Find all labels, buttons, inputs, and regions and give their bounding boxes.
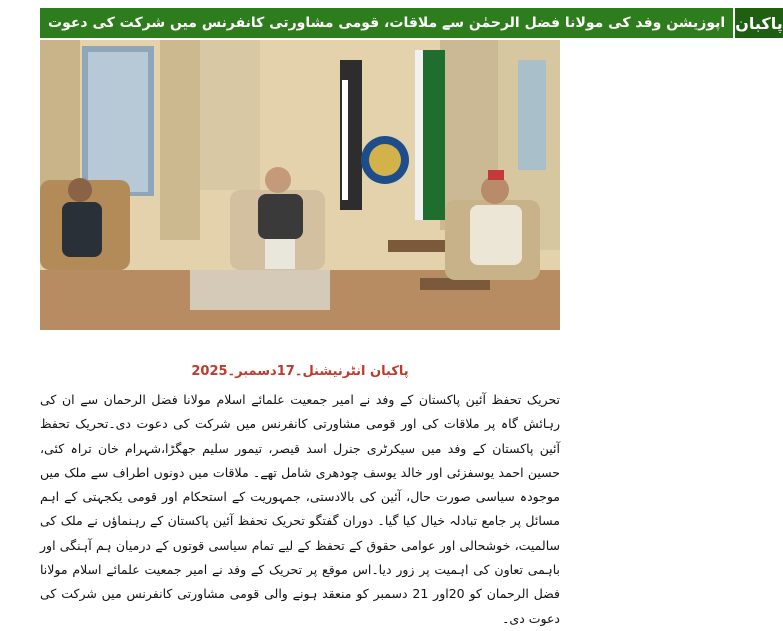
news-photo: [40, 40, 560, 330]
headline-banner: [40, 8, 783, 38]
dateline: پاکبان انٹرنیشنل۔17دسمبر۔2025: [191, 364, 409, 379]
brand-logo: پاکبان: [733, 8, 783, 38]
meeting-photo-illustration: [40, 40, 560, 330]
headline-text: اپوزیشن وفد کی مولانا فضل الرحمٰن سے ملاقات، قومی مشاورتی کانفرنس میں شرکت کی دعوت: [40, 8, 733, 38]
article-body: تحریک تحفظ آئین پاکستان کے وفد نے امیر جمعیت علمائے اسلام مولانا فضل الرحمان سے ان کی رہائش گاہ پر ملاقات کی اور قومی مشاورتی کانفرنس میں شرکت کی دعوت دی۔تحریک تحفظ آئین پاکستان کے وفد میں سیکرٹری جنرل اسد قیصر، تیمور سلیم جھگڑا،شہرام خان تراہ کئی، حسین احمد یوسفزئی اور خالد یوسف چودھری شامل تھے۔ ملاقات میں دونوں اطراف سے ملک میں موجودہ سیاسی صورت حال، آئین کی بالادستی، جمہوریت کے استحکام اور قومی یکجہتی کے اہم مسائل پر جامع تبادلہ خیال کیا گیا۔ دوران گفتگو تحریک تحفظ آئین پاکستان کے رہنماؤں نے ملک کی سالمیت، خوشحالی اور عوامی حقوق کے تحفظ کے لیے تمام سیاسی قوتوں کے درمیان ہم آہنگی اور باہمی تعاون کی اہمیت پر زور دیا۔اس موقع پر تحریک کے وفد نے امیر جمعیت علمائے اسلام مولانا فضل الرحمان کو 20اور 21 دسمبر کو منعقد ہونے والی قومی مشاورتی کانفرنس میں شرکت کی دعوت دی۔: [40, 392, 560, 626]
